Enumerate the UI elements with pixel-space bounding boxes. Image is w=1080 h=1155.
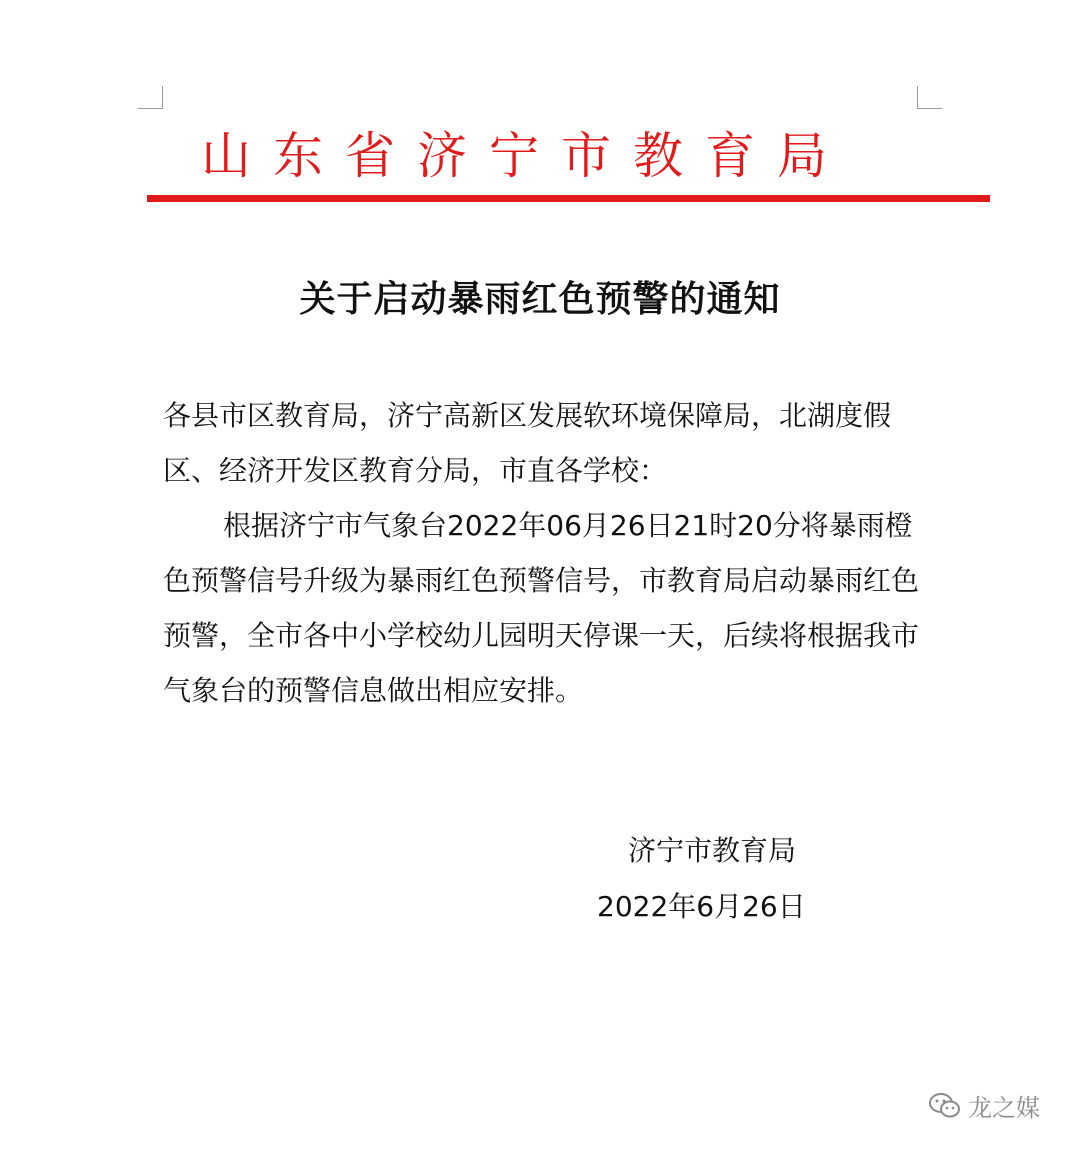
letterhead-red-rule (147, 195, 990, 202)
signature-date: 2022年6月26日 (597, 890, 806, 923)
letterhead-org-name: 山东省济宁市教育局 (201, 127, 849, 185)
main-paragraph: 根据济宁市气象台2022年06月26日21时20分将暴雨橙色预警信号升级为暴雨红色预警信号，市教育局启动暴雨红色预警，全市各中小学校幼儿园明天停课一天，后续将根据我市气象台的预警信息做出相应安排。 (163, 509, 920, 707)
watermark-text: 龙之媒 (968, 1094, 1040, 1122)
document-title: 关于启动暴雨红色预警的通知 (299, 279, 781, 320)
page-corner-mark-top-left (138, 86, 163, 109)
watermark (928, 1088, 1040, 1123)
signature-org: 济宁市教育局 (628, 834, 797, 867)
recipients-paragraph: 各县市区教育局，济宁高新区发展软环境保障局，北湖度假区、经济开发区教育分局，市直各学校： (163, 399, 892, 487)
page-corner-mark-top-right (917, 86, 942, 109)
document-body (163, 388, 923, 718)
wechat-icon (928, 1091, 962, 1121)
